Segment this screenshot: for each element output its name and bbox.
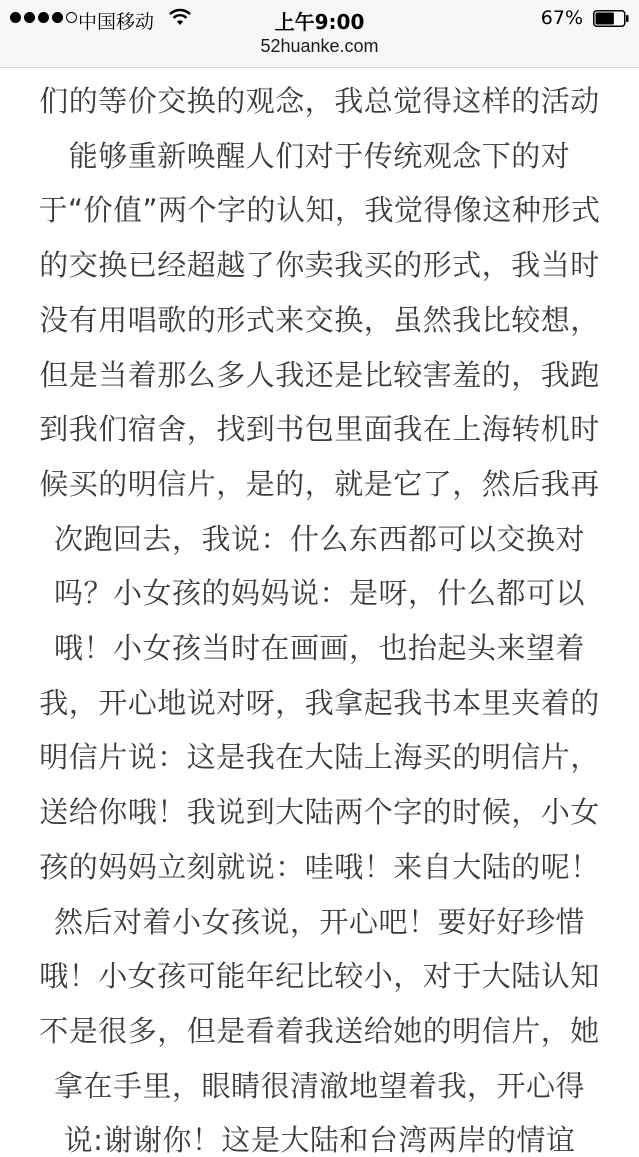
battery-percent: 67% <box>540 7 583 29</box>
status-bar <box>0 0 639 36</box>
article-line: 我，开心地说对呀，我拿起我书本里夹着的 <box>39 685 600 720</box>
article-line: 的交换已经超越了你卖我买的形式，我当时 <box>39 248 600 283</box>
clock: 上午9:00 <box>274 10 365 34</box>
article-line: 然后对着小女孩说，开心吧！要好好珍惜 <box>53 904 585 939</box>
article-line: 哦！小女孩可能年纪比较小，对于大陆认知 <box>39 959 600 994</box>
article-line: 明信片说：这是我在大陆上海买的明信片， <box>39 740 600 775</box>
article-line: 送给你哦！我说到大陆两个字的时候，小女 <box>39 795 600 830</box>
article-line: 孩的妈妈立刻就说：哇哦！来自大陆的呢！ <box>39 849 600 884</box>
battery-icon <box>593 10 629 27</box>
article-body <box>0 70 639 1157</box>
article-line: 于“价值”两个字的认知，我觉得像这种形式 <box>38 193 601 228</box>
carrier-name: 中国移动 <box>78 11 155 33</box>
article-line: 说:谢谢你！这是大陆和台湾两岸的情谊 <box>63 1123 576 1157</box>
article-line: 哦！小女孩当时在画画，也抬起头来望着 <box>53 631 585 665</box>
article-line: 没有用唱歌的形式来交换，虽然我比较想， <box>39 302 600 337</box>
article-line: 候买的明信片，是的，就是它了，然后我再 <box>39 466 600 501</box>
article-line: 吗？小女孩的妈妈说：是呀，什么都可以 <box>53 576 585 611</box>
article-line: 到我们宿舍，找到书包里面我在上海转机时 <box>39 412 600 447</box>
address-bar-url[interactable]: 52huanke.com <box>260 36 379 56</box>
article-line: 们的等价交换的观念，我总觉得这样的活动 <box>39 84 600 118</box>
article-line: 但是当着那么多人我还是比较害羞的，我跑 <box>39 357 600 392</box>
status-and-address-bar <box>0 0 639 68</box>
article-line: 能够重新唤醒人们对于传统观念下的对 <box>68 138 571 173</box>
article-line: 拿在手里，眼睛很清澈地望着我，开心得 <box>53 1068 585 1103</box>
article-line: 次跑回去，我说：什么东西都可以交换对 <box>53 521 585 556</box>
article-line: 不是很多，但是看着我送给她的明信片，她 <box>39 1013 600 1048</box>
